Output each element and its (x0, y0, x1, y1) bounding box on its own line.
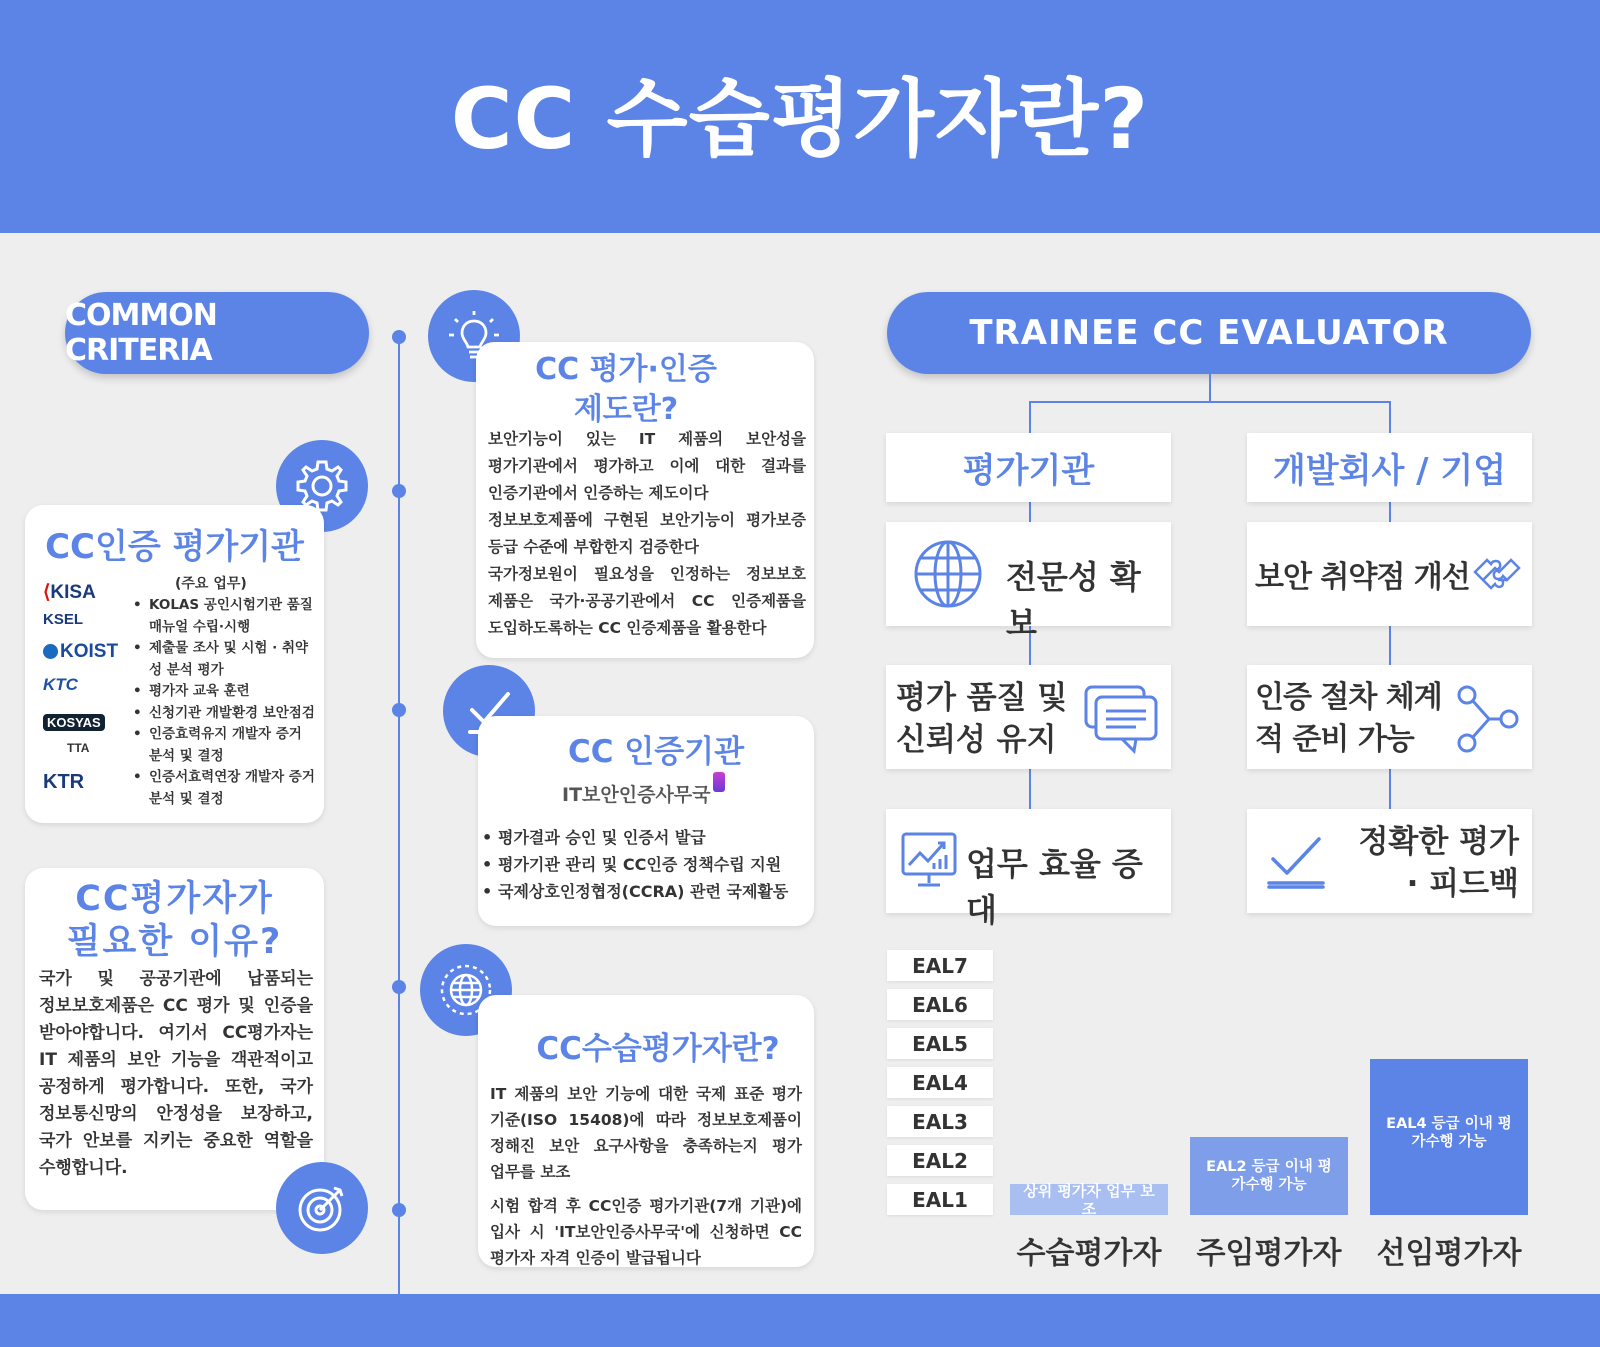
list-item: • 평가결과 승인 및 인증서 발급 (482, 824, 812, 851)
logo-kisa: ⟨KISA (43, 582, 96, 603)
card3-title: CC수습평가자란? (536, 1031, 780, 1067)
logo-ksel: KSEL (43, 611, 84, 628)
list-item: • 인증효력유지 개발자 증거 분석 및 결정 (133, 724, 315, 767)
eal-category-label: 수습평가자 (1016, 1236, 1162, 1271)
cc-certification-system-card (476, 342, 814, 658)
timeline-line (398, 336, 400, 1294)
card1-paragraph: 국가정보원이 필요성을 인정하는 정보보호 제품은 국가·공공기관에서 CC 인증제품을 도입하도록하는 CC 인증제품을 활용한다 (488, 565, 806, 637)
why-evaluator-card (25, 868, 324, 1210)
checkmark-outline-icon (1263, 829, 1329, 895)
card3-paragraph: IT 제품의 보안 기능에 대한 국제 표준 평가 기준(ISO 15408)에 따라 정보보호제품이 정해진 보안 요구사항을 충족하는지 평가 업무를 보조 (490, 1085, 802, 1181)
globe-outline-icon (912, 538, 984, 610)
orgs-card-title: CC인증 평가기관 (45, 527, 304, 567)
benefit-box-expertise (886, 522, 1171, 642)
chart-monitor-icon (900, 831, 958, 891)
connector (1209, 374, 1211, 402)
evaluation-orgs-card (25, 505, 324, 823)
card3-paragraph: 시험 합격 후 CC인증 평가기관(7개 기관)에 입사 시 'IT보안인증사무국'에 신청하면 CC 평가자 자격 인증이 발급됩니다 (490, 1197, 802, 1267)
evaluation-org-header: 평가기관 (886, 433, 1171, 502)
target-icon (276, 1162, 368, 1254)
benefit-label: 업무 효율 증대 (966, 845, 1143, 929)
developer-company-header: 개발회사 / 기업 (1247, 433, 1532, 502)
benefit-box-efficiency (886, 809, 1171, 929)
eal-level-label: EAL1 (887, 1184, 993, 1215)
benefit-label: 보안 취약점 개선 (1255, 560, 1470, 595)
footer-band (0, 1294, 1600, 1347)
eal-level-label: EAL7 (887, 950, 993, 981)
orgs-card-subtitle: (주요 업무) (175, 576, 247, 592)
benefit-label: 평가 품질 및 신뢰성 유지 (896, 680, 1068, 758)
eal-level-label: EAL4 (887, 1067, 993, 1098)
eal-category-label: 주임평가자 (1196, 1236, 1342, 1271)
why-card-title: CC평가자가 필요한 이유? (66, 879, 283, 962)
benefit-box-quality (886, 665, 1171, 769)
logo-tta: TTA (67, 741, 90, 755)
list-item: • 인증서효력연장 개발자 증거 분석 및 결정 (133, 767, 315, 810)
list-item: • 평가자 교육 훈련 (133, 681, 315, 703)
list-item: • 신청기관 개발환경 보안점검 (133, 703, 315, 725)
eal-bar: 상위 평가자 업무 보조 (1010, 1184, 1168, 1215)
eal-level-label: EAL2 (887, 1145, 993, 1176)
timeline-dot (392, 484, 406, 498)
page-title: CC 수습평가자란? (450, 70, 1150, 168)
eal-bar: EAL2 등급 이내 평가수행 가능 (1190, 1137, 1348, 1215)
eal-level-label: EAL6 (887, 989, 993, 1020)
why-card-text: 국가 및 공공기관에 납품되는 정보보호제품은 CC 평가 및 인증을 받아야합니다. 여기서 CC평가자는 IT 제품의 보안 기능을 객관적이고 공정하게 평가합니다. 또한, 국가 정보통신망의 안정성을 보장하고, 국가 안보를 지키는 중요한 역할을 수행합니다. (39, 969, 313, 1178)
share-nodes-icon (1453, 681, 1523, 755)
eal-bars-area (1010, 950, 1530, 1218)
eal-category-label: 선임평가자 (1376, 1236, 1522, 1271)
list-item: • 평가기관 관리 및 CC인증 정책수립 지원 (482, 851, 812, 878)
list-item: • 제출물 조사 및 시험 · 취약성 분석 평가 (133, 638, 315, 681)
eal-level-label: EAL3 (887, 1106, 993, 1137)
timeline-dot (392, 1203, 406, 1217)
benefit-label: 인증 절차 체계적 준비 가능 (1255, 680, 1442, 757)
timeline-dot (392, 980, 406, 994)
card1-paragraph: 정보보호제품에 구현된 보안기능이 평가보증 등급 수준에 부합한지 검증한다 (488, 511, 806, 556)
card1-text (488, 426, 806, 642)
eal-level-label: EAL5 (887, 1028, 993, 1059)
benefit-box-feedback (1247, 809, 1532, 913)
puzzle-icon (1465, 546, 1523, 604)
eal-bar: EAL4 등급 이내 평가수행 가능 (1370, 1059, 1528, 1215)
card1-paragraph: 보안기능이 있는 IT 제품의 보안성을 평가기관에서 평가하고 이에 대한 결과를 인증기관에서 인증하는 제도이다 (488, 430, 806, 502)
list-item: • 국제상호인정협정(CCRA) 관련 국제활동 (482, 878, 812, 905)
benefit-label: 전문성 확보 (1006, 558, 1141, 642)
org-logo-icon (713, 772, 725, 792)
benefit-box-procedure (1247, 665, 1532, 769)
common-criteria-pill: COMMON CRITERIA (65, 292, 369, 374)
connector (1389, 401, 1391, 433)
benefit-box-vulnerability (1247, 522, 1532, 626)
timeline-dot (392, 703, 406, 717)
chat-bubble-icon (1082, 683, 1160, 755)
connector (1029, 401, 1391, 403)
card2-list (482, 824, 812, 905)
logo-koist: KOIST (43, 641, 138, 675)
list-item: • KOLAS 공인시험기관 품질 매뉴얼 수립·시행 (133, 595, 315, 638)
eal-level-axis (887, 950, 993, 1220)
org-logos (43, 581, 138, 801)
cc-certification-body-card (478, 716, 814, 926)
logo-ktc: KTC (43, 675, 78, 694)
card3-text (490, 1081, 802, 1271)
logo-kosyas: KOSYAS (43, 711, 138, 741)
connector (1029, 401, 1031, 433)
trainee-cc-evaluator-pill: TRAINEE CC EVALUATOR (887, 292, 1531, 374)
card2-title: CC 인증기관 (567, 734, 745, 770)
card1-title: CC 평가·인증 제도란? (535, 352, 717, 427)
benefit-label: 정확한 평가 · 피드백 (1358, 824, 1519, 902)
logo-ktr: KTR (43, 771, 85, 793)
timeline-dot (392, 330, 406, 344)
card2-org: IT보안인증사무국 (562, 780, 725, 807)
orgs-duty-list (133, 595, 315, 810)
trainee-evaluator-card (478, 995, 814, 1267)
header-banner (0, 0, 1600, 233)
